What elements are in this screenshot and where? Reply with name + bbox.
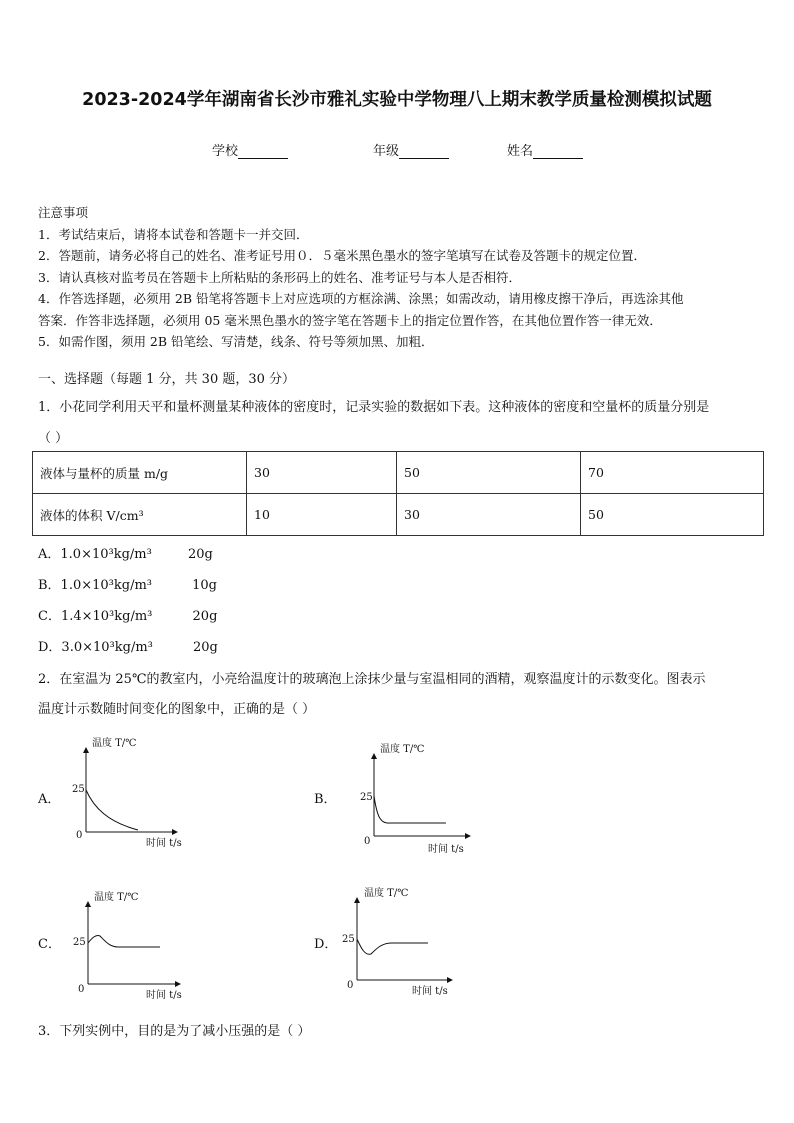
- q2-stem-line2: 温度计示数随时间变化的图象中，正确的是（ ）: [38, 702, 316, 717]
- q1-option-d-value: 20g: [193, 640, 218, 655]
- graph-b-tick-25: 25: [360, 792, 373, 803]
- school-label: 学校: [212, 144, 239, 159]
- notice-item-4: 4．作答选择题，必须用 2B 铅笔将答题卡上对应选项的方框涂满、涂黑；如需改动，请用橡皮擦干净后，再选涂其他: [38, 291, 684, 306]
- notice-item-3: 3．请认真核对监考员在答题卡上所粘贴的条形码上的姓名、准考证号与本人是否相符．: [38, 269, 521, 285]
- q2-stem-line1: 2．在室温为 25℃的教室内，小亮给温度计的玻璃泡上涂抹少量与室温相同的酒精，观察温度计的示数变化。图表示: [38, 672, 706, 687]
- q1-data-table: [32, 451, 764, 536]
- graph-b-x-label: 时间 t/s: [428, 844, 464, 855]
- table-cell: 50: [397, 452, 581, 494]
- table-cell: 30: [397, 494, 581, 536]
- graph-c-curve: [88, 935, 160, 947]
- graph-b-y-label: 温度 T/℃: [380, 744, 425, 755]
- table-row: [33, 494, 764, 536]
- graph-d-curve: [357, 939, 428, 954]
- graph-c-x-label: 时间 t/s: [146, 990, 182, 1001]
- q1-option-a[interactable]: [38, 543, 213, 562]
- q1-stem-line1: 1．小花同学利用天平和量杯测量某种液体的密度时，记录实验的数据如下表。这种液体的密度和空量杯的质量分别是: [38, 400, 710, 415]
- graph-c-y-label: 温度 T/℃: [94, 892, 139, 903]
- q1-option-d-label: D．3.0×10³kg/m³: [38, 640, 153, 655]
- q1-option-d[interactable]: [38, 636, 218, 655]
- graph-d-x-label: 时间 t/s: [412, 986, 448, 997]
- grade-field[interactable]: [373, 140, 449, 159]
- notice-item-5: 5．如需作图，须用 2B 铅笔绘、写清楚，线条、符号等须加黑、加粗．: [38, 334, 434, 349]
- section-heading: 一、选择题（每题 1 分，共 30 题，30 分）: [38, 372, 296, 387]
- school-field[interactable]: [212, 140, 288, 159]
- graph-d-origin: 0: [347, 980, 354, 991]
- q1-option-c-value: 20g: [192, 609, 218, 624]
- q1-option-a-value: 20g: [187, 547, 213, 562]
- q1-option-a-label: A．1.0×10³kg/m³: [38, 547, 152, 562]
- name-field[interactable]: [507, 140, 583, 159]
- notice-heading: 注意事项: [38, 205, 89, 220]
- q2-option-d-label[interactable]: D．: [314, 937, 338, 952]
- page-title: 2023-2024学年湖南省长沙市雅礼实验中学物理八上期末教学质量检测模拟试题: [82, 90, 712, 110]
- graph-d-tick-25: 25: [342, 934, 355, 945]
- notice-item-1: 1．考试结束后，请将本试卷和答题卡一并交回．: [38, 226, 309, 242]
- q3-stem: 3．下列实例中，目的是为了减小压强的是（ ）: [38, 1024, 311, 1039]
- graph-a-y-label: 温度 T/℃: [92, 738, 137, 749]
- q2-graph-c[interactable]: [60, 886, 200, 1006]
- name-blank[interactable]: [533, 144, 583, 159]
- graph-c-tick-25: 25: [73, 937, 86, 948]
- table-cell: 10: [247, 494, 397, 536]
- graph-b-curve: [374, 796, 446, 823]
- q2-option-a-label[interactable]: A．: [38, 792, 61, 807]
- table-cell: 30: [247, 452, 397, 494]
- graph-d-y-label: 温度 T/℃: [364, 888, 409, 899]
- q2-option-b-label[interactable]: B．: [314, 792, 337, 807]
- q2-graph-b[interactable]: [350, 738, 490, 858]
- graph-a-x-label: 时间 t/s: [146, 838, 182, 849]
- q1-option-c-label: C．1.4×10³kg/m³: [38, 609, 153, 624]
- q1-option-b[interactable]: [38, 574, 217, 593]
- q2-option-c-label[interactable]: C．: [38, 937, 61, 952]
- notice-item-4-cont: 答案．作答非选择题，必须用 05 毫米黑色墨水的签字笔在答题卡上的指定位置作答，在其他位置作答一律无效．: [38, 312, 662, 328]
- table-row: [33, 452, 764, 494]
- table-cell-label: 液体的体积 V/cm³: [33, 494, 247, 536]
- grade-label: 年级: [373, 144, 400, 159]
- table-cell: 70: [581, 452, 764, 494]
- graph-c-origin: 0: [78, 984, 85, 995]
- q1-stem-line2: （ ）: [38, 431, 69, 446]
- q1-option-c[interactable]: [38, 605, 217, 624]
- graph-a-tick-25: 25: [72, 784, 85, 795]
- name-label: 姓名: [507, 144, 534, 159]
- graph-a-origin: 0: [76, 830, 83, 841]
- notice-item-2: 2．答题前，请务必将自己的姓名、准考证号用０．５毫米黑色墨水的签字笔填写在试卷及答题卡的规定位置．: [38, 248, 646, 263]
- graph-b-origin: 0: [364, 836, 371, 847]
- grade-blank[interactable]: [399, 144, 449, 159]
- q2-graph-a[interactable]: [60, 732, 200, 852]
- q1-option-b-label: B．1.0×10³kg/m³: [38, 578, 152, 593]
- graph-a-curve: [86, 790, 138, 830]
- table-cell-label: 液体与量杯的质量 m/g: [33, 452, 247, 494]
- school-blank[interactable]: [238, 144, 288, 159]
- table-cell: 50: [581, 494, 764, 536]
- notice-block: [38, 202, 684, 353]
- q1-option-b-value: 10g: [192, 578, 218, 593]
- q2-graph-d[interactable]: [330, 882, 480, 1002]
